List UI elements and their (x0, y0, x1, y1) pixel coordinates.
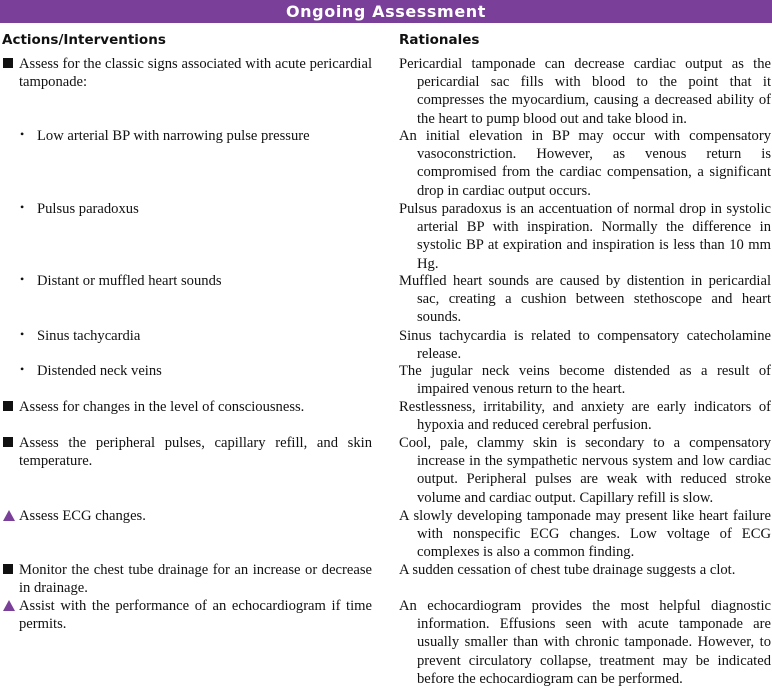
rationale-cell: An echocardiogram provides the most helpful diagnostic information. Effusions seen with acute tamponade are usually smaller than with chronic tamponade. However, to prevent circulatory collapse, treatment may be indicated before the echocardiogram can be performed. (399, 598, 771, 687)
rationale-cell: Pericardial tamponade can decrease cardiac output as the pericardial sac fills with blood to the point that it compresses the myocardium, causing a decreased ability of the heart to pump blood out and take blood in. (399, 56, 771, 127)
square-bullet-icon (3, 58, 13, 68)
rationale-cell: Pulsus paradoxus is an accentuation of normal drop in systolic arterial BP with inspiration. Normally the difference in systolic BP at expiration and inspiration is less than 10 mm Hg. (399, 201, 771, 272)
actions-column-header: Actions/Interventions (2, 32, 166, 48)
rationale-cell: A slowly developing tamponade may present like heart failure with nonspecific ECG changes. Low voltage of ECG complexes is also a common finding. (399, 508, 771, 561)
square-bullet-icon (3, 564, 13, 574)
dot-bullet-icon: • (20, 200, 25, 214)
action-cell: Assess for changes in the level of consciousness. (0, 398, 372, 416)
dot-bullet-icon: • (20, 272, 25, 286)
rationale-cell: Restlessness, irritability, and anxiety are early indicators of hypoxia and reduced cerebral perfusion. (399, 399, 771, 434)
action-cell: Distended neck veins (37, 363, 162, 379)
rationale-cell: Muffled heart sounds are caused by distention in pericardial sac, creating a cushion between stethoscope and heart sounds. (399, 273, 771, 326)
rationale-cell: The jugular neck veins become distended as a result of impaired venous return to the heart. (399, 363, 771, 398)
section-banner (0, 0, 772, 23)
action-cell: Sinus tachycardia (37, 328, 141, 344)
action-cell: Distant or muffled heart sounds (37, 273, 222, 289)
section-title: Ongoing Assessment (285, 2, 487, 21)
action-cell: Monitor the chest tube drainage for an increase or decrease in drainage. (0, 561, 372, 597)
rationale-cell: A sudden cessation of chest tube drainage suggests a clot. (399, 562, 736, 578)
rationales-column-header: Rationales (399, 32, 480, 48)
action-cell: Low arterial BP with narrowing pulse pressure (37, 128, 310, 144)
rationale-cell: An initial elevation in BP may occur with compensatory vasoconstriction. However, as venous return is compromised from the cardiac compensation, a significant drop in cardiac output occurs. (399, 128, 771, 199)
triangle-bullet-icon (3, 510, 15, 521)
square-bullet-icon (3, 437, 13, 447)
rationale-cell: Sinus tachycardia is related to compensatory catecholamine release. (399, 328, 771, 363)
triangle-bullet-icon (3, 600, 15, 611)
dot-bullet-icon: • (20, 327, 25, 341)
dot-bullet-icon: • (20, 362, 25, 376)
action-cell: Assist with the performance of an echocardiogram if time permits. (0, 597, 372, 633)
action-cell: Assess for the classic signs associated with acute pericardial tamponade: (0, 55, 372, 91)
action-cell: Assess the peripheral pulses, capillary refill, and skin temperature. (0, 434, 372, 470)
square-bullet-icon (3, 401, 13, 411)
action-cell: Assess ECG changes. (0, 507, 372, 525)
action-cell: Pulsus paradoxus (37, 201, 139, 217)
dot-bullet-icon: • (20, 127, 25, 141)
rationale-cell: Cool, pale, clammy skin is secondary to a compensatory increase in the sympathetic nervous system and low cardiac output. Peripheral pulses are weak with reduced stroke volume and cardiac output. Capillary refill is slow. (399, 435, 771, 506)
